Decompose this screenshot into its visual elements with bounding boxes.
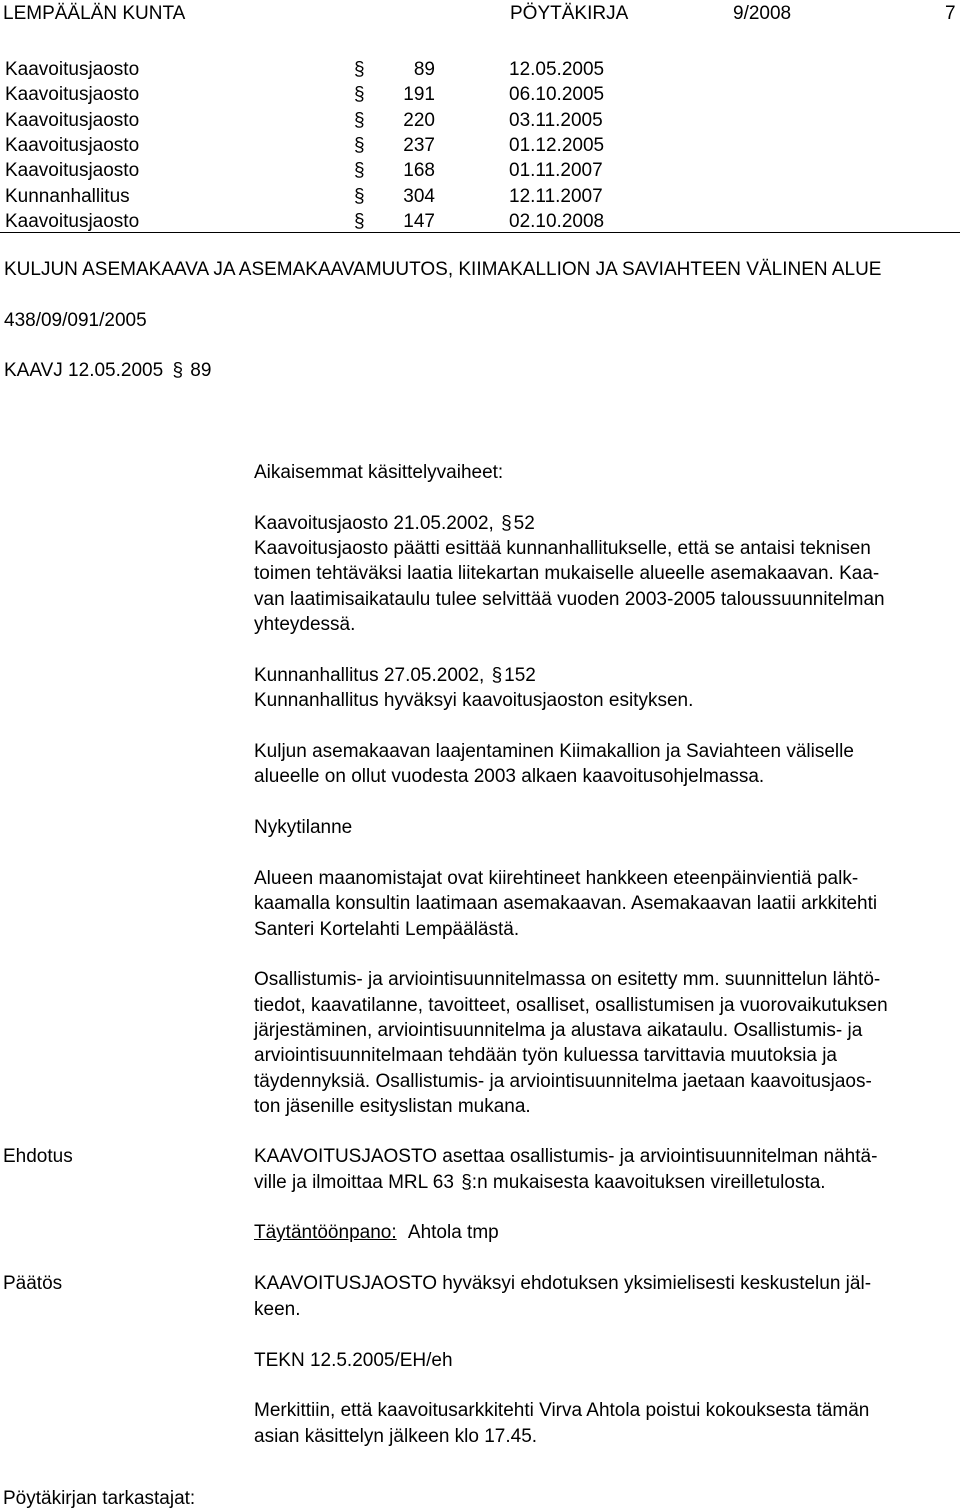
paragraph-line: asian käsittelyn jälkeen klo 17.45. <box>254 1426 538 1447</box>
paragraph-line: van laatimisaikataulu tulee selvittää vuoden 2003-2005 taloussuunnitelman <box>254 589 885 610</box>
reference-date: 02.10.2008 <box>509 210 605 232</box>
paragraph-line: ton jäsenille esityslistan mukana. <box>254 1096 531 1117</box>
paragraph-line: tiedot, kaavatilanne, tavoitteet, osalliset, osallistumisen ja vuorovaikutuksen <box>254 995 888 1016</box>
reference-organ: Kaavoitusjaosto <box>5 210 140 232</box>
paragraph-line: keen. <box>254 1299 301 1320</box>
execution-value: Ahtola tmp <box>407 1222 499 1243</box>
reference-row <box>0 58 960 83</box>
section-sign: § <box>354 59 365 80</box>
reference-row <box>0 83 960 108</box>
section-sign: § <box>491 665 503 686</box>
paragraph-line: ville ja ilmoittaa MRL 63 §:n mukaisesta kaavoituksen vireilletulosta. <box>254 1172 826 1193</box>
execution-line <box>254 1221 499 1245</box>
municipality-name: LEMPÄÄLÄN KUNTA <box>3 3 186 24</box>
paragraph-line: täydennyksiä. Osallistumis- ja arviointisuunnitelma jaetaan kaavoitusjaos- <box>254 1071 872 1092</box>
meeting-reference: KAAVJ 12.05.2005 § 89 <box>4 360 212 381</box>
page-number: 7 <box>945 3 956 24</box>
tekn-reference: TEKN 12.5.2005/EH/eh <box>254 1350 453 1371</box>
reference-section-number: 304 <box>403 185 435 207</box>
reference-organ: Kaavoitusjaosto <box>5 109 140 131</box>
reference-section-number: 237 <box>403 134 435 156</box>
paragraph-line: Kuljun asemakaavan laajentaminen Kiimakallion ja Saviahteen väliselle <box>254 741 854 762</box>
section-sign: § <box>461 1172 472 1193</box>
reference-date: 06.10.2005 <box>509 84 605 106</box>
section-sign: § <box>354 84 365 106</box>
reference-organ: Kaavoitusjaosto <box>5 160 140 182</box>
section-sign: § <box>172 360 184 381</box>
section-sign: § <box>354 185 365 207</box>
paragraph-line: Kaavoitusjaosto päätti esittää kunnanhallitukselle, että se antaisi teknisen <box>254 538 871 559</box>
paragraph-line: Santeri Kortelahti Lempäälästä. <box>254 919 520 940</box>
section-sign: § <box>354 109 365 131</box>
reference-row <box>0 109 960 134</box>
paragraph-line: arviointisuunnitelmaan tehdään työn kuluessa tarvittavia muutoksia ja <box>254 1045 837 1066</box>
paragraph-line: Alueen maanomistajat ovat kiirehtineet hankkeen eteenpäinvientiä palk- <box>254 868 859 889</box>
section-sign: § <box>501 513 512 534</box>
section-sign: § <box>354 134 365 156</box>
reference-organ: Kaavoitusjaosto <box>5 134 140 156</box>
issue-number: 9/2008 <box>733 3 792 24</box>
section-sign: § <box>354 160 365 182</box>
section-sign: § <box>354 210 365 232</box>
document-type: PÖYTÄKIRJA <box>510 3 629 24</box>
decision-label: Päätös <box>3 1273 63 1294</box>
paragraph-line: alueelle on ollut vuodesta 2003 alkaen kaavoitusohjelmassa. <box>254 766 765 787</box>
reference-date: 01.11.2007 <box>509 160 603 182</box>
reference-section-number: 89 <box>413 59 435 80</box>
reference-organ: Kaavoitusjaosto <box>5 59 140 80</box>
reviewers-label: Pöytäkirjan tarkastajat: <box>3 1488 196 1509</box>
stage-reference: Kaavoitusjaosto 21.05.2002, § 52 <box>254 513 535 534</box>
reference-date: 12.05.2005 <box>509 59 605 80</box>
reference-date: 03.11.2005 <box>509 109 603 131</box>
reference-section-number: 191 <box>403 84 435 106</box>
paragraph-line: toimen tehtäväksi laatia liitekartan mukaiselle alueelle asemakaavan. Kaa- <box>254 563 880 584</box>
paragraph-line: KAAVOITUSJAOSTO hyväksyi ehdotuksen yksimielisesti keskustelun jäl- <box>254 1273 872 1294</box>
paragraph-line: yhteydessä. <box>254 614 356 635</box>
case-title: KULJUN ASEMAKAAVA JA ASEMAKAAVAMUUTOS, KIIMAKALLION JA SAVIAHTEEN VÄLINEN ALUE <box>4 259 882 280</box>
stage-reference: Kunnanhallitus 27.05.2002, § 152 <box>254 665 536 686</box>
paragraph-line: Osallistumis- ja arviointisuunnitelmassa on esitetty mm. suunnittelun lähtö- <box>254 969 881 990</box>
divider <box>0 232 960 233</box>
reference-section-number: 147 <box>403 210 435 232</box>
diary-number: 438/09/091/2005 <box>4 310 147 331</box>
reference-section-number: 220 <box>403 109 435 131</box>
reference-row <box>0 185 960 210</box>
current-status-heading: Nykytilanne <box>254 817 353 838</box>
reference-row <box>0 134 960 159</box>
paragraph-line: Kunnanhallitus hyväksyi kaavoitusjaoston esityksen. <box>254 690 694 711</box>
previous-stages-heading: Aikaisemmat käsittelyvaiheet: <box>254 462 504 483</box>
execution-label: Täytäntöönpano: <box>254 1222 397 1243</box>
reference-date: 01.12.2005 <box>509 134 605 156</box>
reference-date: 12.11.2007 <box>509 185 603 207</box>
reference-organ: Kaavoitusjaosto <box>5 84 140 106</box>
proposal-label: Ehdotus <box>3 1146 73 1167</box>
reference-organ: Kunnanhallitus <box>5 185 130 207</box>
reference-section-number: 168 <box>403 160 435 182</box>
paragraph-line: kaamalla konsultin laatimaan asemakaavan. Asemakaavan laatii arkkitehti <box>254 893 878 914</box>
paragraph-line: järjestäminen, arviointisuunnitelma ja alustava aikataulu. Osallistumis- ja <box>254 1020 863 1041</box>
paragraph-line: Merkittiin, että kaavoitusarkkitehti Virva Ahtola poistui kokouksesta tämän <box>254 1400 870 1421</box>
paragraph-line: KAAVOITUSJAOSTO asettaa osallistumis- ja arviointisuunnitelman nähtä- <box>254 1146 878 1167</box>
reference-row <box>0 159 960 184</box>
